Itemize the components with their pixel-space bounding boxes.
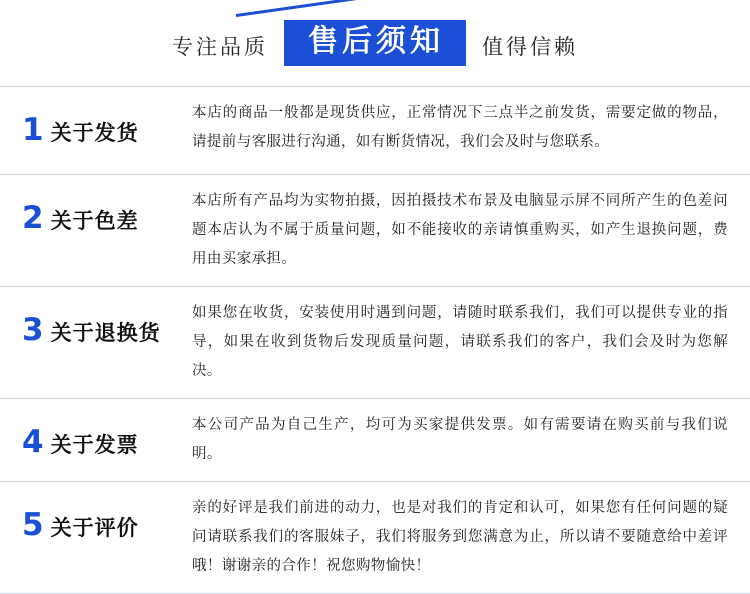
notice-section [0, 174, 750, 286]
notice-section [0, 286, 750, 398]
header-accent-line [236, 0, 425, 17]
notice-section-title: 关于发货 [50, 121, 139, 145]
notice-section [0, 86, 750, 174]
notice-section-number: 1 [22, 112, 44, 148]
notice-section-body: 本店的商品一般都是现货供应，正常情况下三点半之前发货，需要定做的物品，请提前与客服进行沟通，如有断货情况，我们会及时与您联系。 [192, 105, 728, 150]
notice-section-label [22, 99, 192, 146]
notice-section [0, 398, 750, 481]
notice-section-number: 2 [22, 200, 44, 236]
notice-section-title: 关于发票 [50, 433, 139, 457]
header-left-slogan: 专注品质 [172, 35, 268, 59]
notice-section-list [0, 86, 750, 594]
notice-section-label [22, 187, 192, 234]
notice-section-label [22, 299, 192, 346]
notice-section-body: 如果您在收货，安装使用时遇到问题，请随时联系我们，我们可以提供专业的指导，如果在收到货物后发现质量问题，请联系我们的客户，我们会及时为您解决。 [192, 305, 728, 379]
notice-section-body: 本店所有产品均为实物拍摄，因拍摄技术布景及电脑显示屏不同所产生的色差问题本店认为不属于质量问题，如不能接收的亲请慎重购买，如产生退换问题，费用由买家承担。 [192, 193, 728, 267]
notice-section-title: 关于色差 [50, 209, 139, 233]
notice-section-label [22, 411, 192, 458]
page-header [0, 0, 750, 86]
notice-section-number: 4 [22, 424, 44, 460]
notice-section-body: 本公司产品为自己生产，均可为买家提供发票。如有需要请在购买前与我们说明。 [192, 417, 728, 462]
notice-section-title: 关于退换货 [50, 321, 161, 345]
notice-section-title: 关于评价 [50, 516, 139, 540]
page-title: 售后须知 [284, 20, 466, 66]
notice-section-number: 5 [22, 507, 44, 543]
notice-section-body: 亲的好评是我们前进的动力，也是对我们的肯定和认可，如果您有任何问题的疑问请联系我们的客服妹子，我们将服务到您满意为止，所以请不要随意给中差评哦！谢谢亲的合作！祝您购物愉快！ [192, 500, 728, 574]
header-right-slogan: 值得信赖 [482, 35, 578, 59]
notice-section-number: 3 [22, 312, 44, 348]
notice-section [0, 481, 750, 594]
